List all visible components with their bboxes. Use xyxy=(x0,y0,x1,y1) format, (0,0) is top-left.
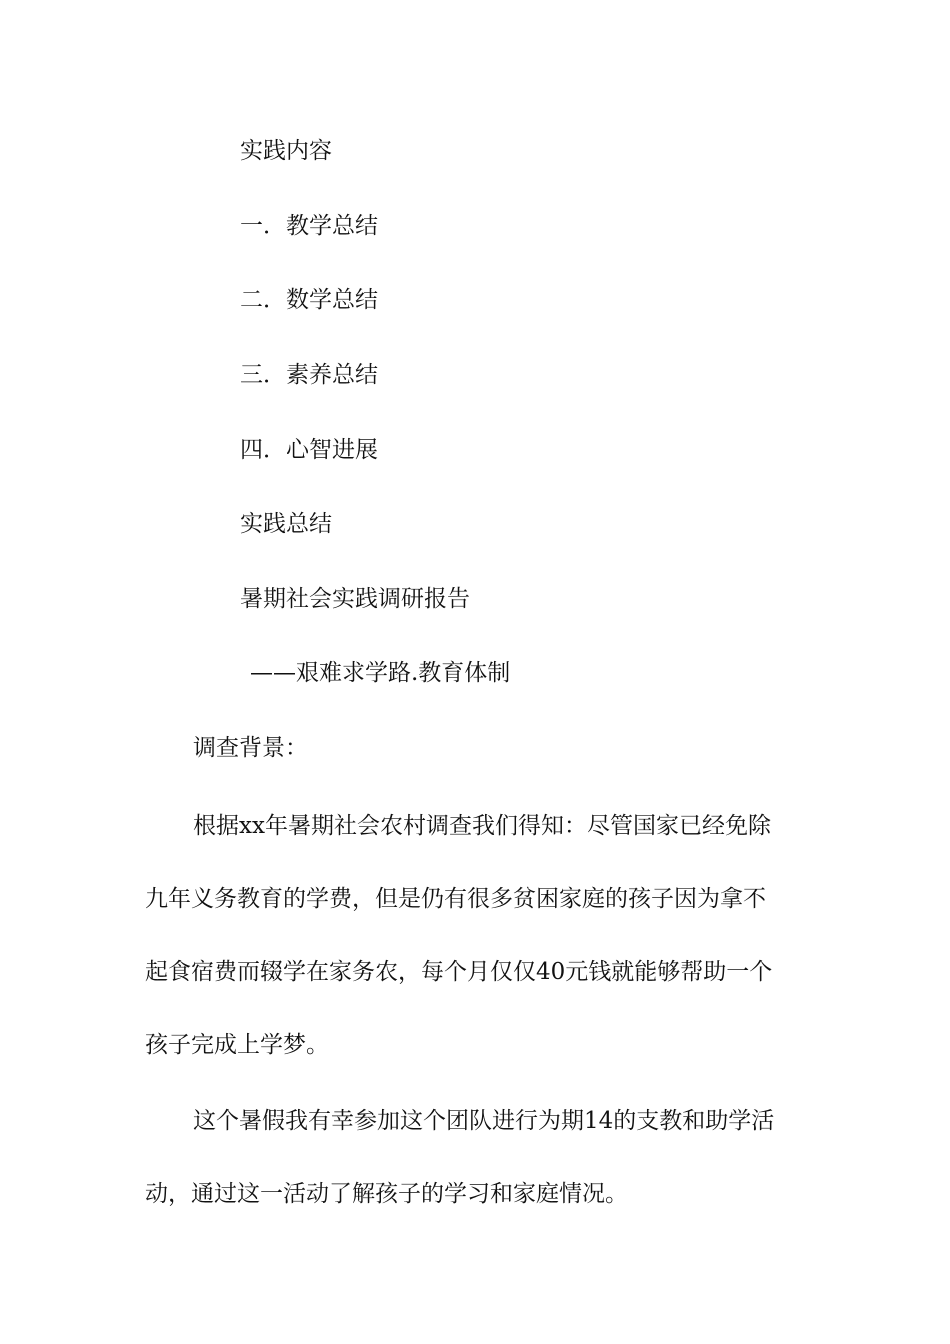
paragraph1-line2: 九年义务教育的学费，但是仍有很多贫困家庭的孩子因为拿不 xyxy=(145,886,766,912)
outline-practice-content: 实践内容 xyxy=(240,138,332,164)
outline-teaching-summary: 一．教学总结 xyxy=(240,213,378,239)
paragraph1-line3: 起食宿费而辍学在家务农，每个月仅仅40元钱就能够帮助一个 xyxy=(145,959,773,985)
paragraph1-line4: 孩子完成上学梦。 xyxy=(145,1032,329,1058)
outline-math-summary: 二．数学总结 xyxy=(240,287,378,313)
outline-practice-summary: 实践总结 xyxy=(240,511,332,537)
report-title: 暑期社会实践调研报告 xyxy=(240,586,470,612)
paragraph2-line1: 这个暑假我有幸参加这个团队进行为期14的支教和助学活 xyxy=(193,1108,775,1134)
report-subtitle: ——艰难求学路.教育体制 xyxy=(250,660,511,686)
outline-quality-summary: 三．素养总结 xyxy=(240,362,378,388)
paragraph2-line2: 动，通过这一活动了解孩子的学习和家庭情况。 xyxy=(145,1181,628,1207)
paragraph1-line1: 根据xx年暑期社会农村调查我们得知：尽管国家已经免除 xyxy=(193,813,771,839)
section-heading: 调查背景： xyxy=(193,735,308,761)
outline-mind-progress: 四．心智进展 xyxy=(240,437,378,463)
